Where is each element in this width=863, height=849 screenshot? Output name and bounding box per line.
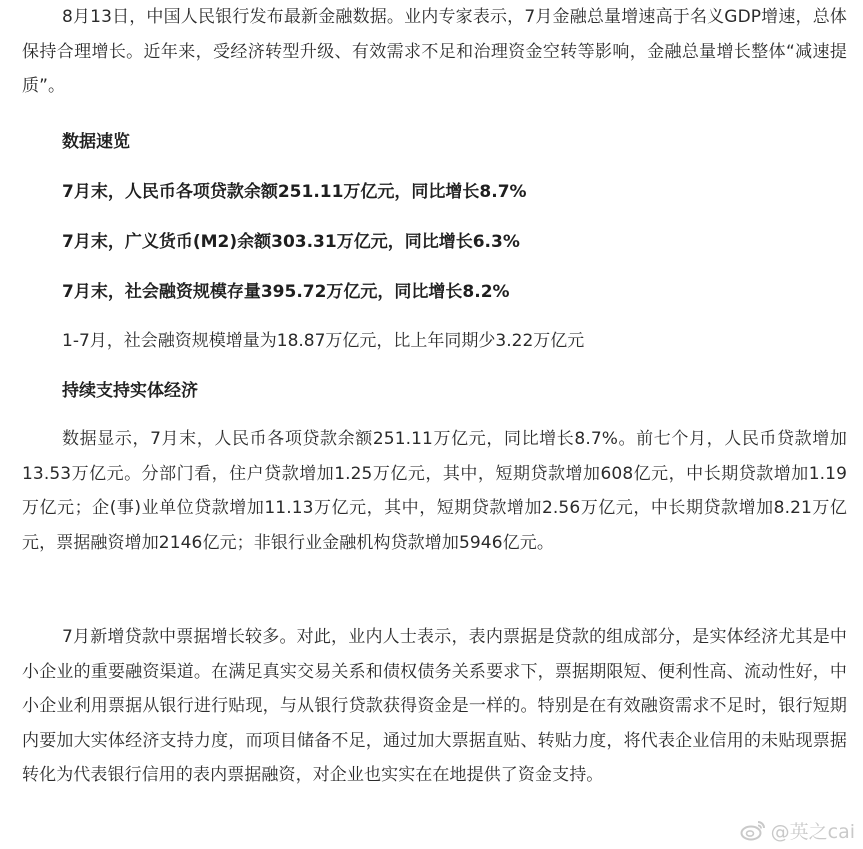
section-heading-data-overview: 数据速览 [62, 132, 130, 152]
highlight-loans: 7月末，人民币各项贷款余额251.11万亿元，同比增长8.7% [62, 182, 527, 202]
highlight-social-financing: 7月末，社会融资规模存量395.72万亿元，同比增长8.2% [62, 282, 510, 302]
bill-financing-paragraph: 7月新增贷款中票据增长较多。对此，业内人士表示，表内票据是贷款的组成部分，是实体经济尤其是中小企业的重要融资渠道。在满足真实交易关系和债权债务关系要求下，票据期限短、便利性高、流动性好，中小企业利用票据从银行进行贴现，与从银行贷款获得资金是一样的。特别是在有效融资需求不足时，银行短期内要加大实体经济支持力度，而项目储备不足，通过加大票据直贴、转贴力度，将代表企业信用的未贴现票据转化为代表银行信用的表内票据融资，对企业也实实在在地提供了资金支持。 [22, 627, 847, 786]
loan-details-paragraph: 数据显示，7月末，人民币各项贷款余额251.11万亿元，同比增长8.7%。前七个月，人民币贷款增加13.53万亿元。分部门看，住户贷款增加1.25万亿元，其中，短期贷款增加608亿元，中长期贷款增加1.19万亿元；企(事)业单位贷款增加11.13万亿元，其中，短期贷款增加2.56万亿元，中长期贷款增加8.21万亿元，票据融资增加2146亿元；非银行业金融机构贷款增加5946亿元。 [22, 429, 847, 553]
watermark-text: @英之cai [770, 820, 855, 843]
highlight-m2: 7月末，广义货币(M2)余额303.31万亿元，同比增长6.3% [62, 232, 520, 252]
intro-paragraph: 8月13日，中国人民银行发布最新金融数据。业内专家表示，7月金融总量增速高于名义GDP增速，总体保持合理增长。近年来，受经济转型升级、有效需求不足和治理资金空转等影响，金融总量增长整体“减速提质”。 [22, 7, 847, 97]
watermark [740, 817, 855, 843]
section-heading-real-economy: 持续支持实体经济 [62, 381, 198, 401]
stat-line: 1-7月，社会融资规模增量为18.87万亿元，比上年同期少3.22万亿元 [62, 331, 585, 351]
weibo-icon [740, 819, 766, 841]
